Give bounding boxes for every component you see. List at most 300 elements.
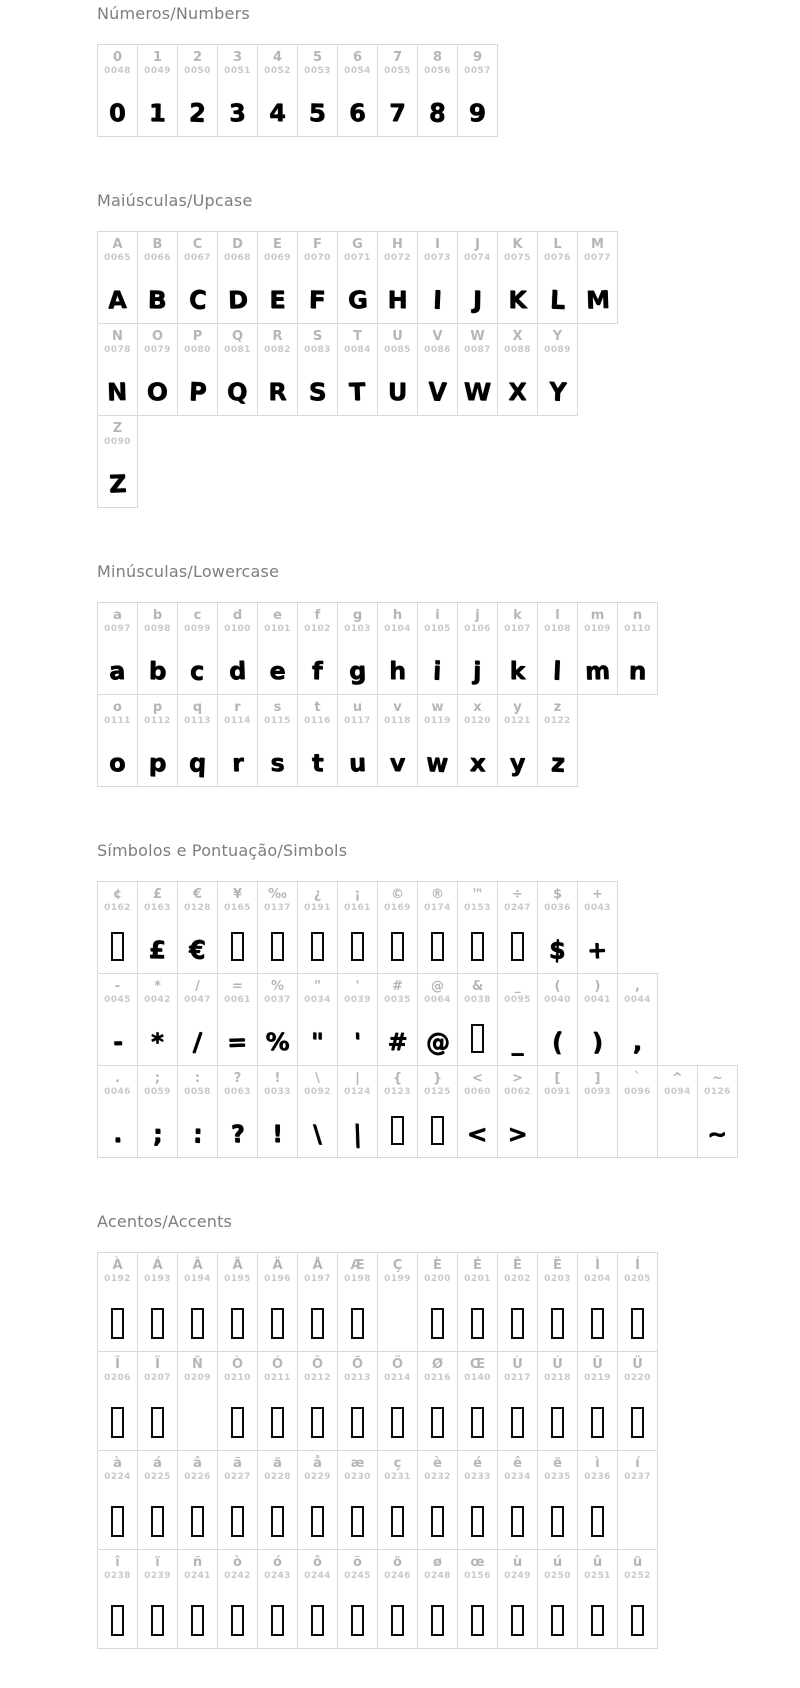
tofu-box-icon	[191, 1308, 204, 1339]
glyph-cell	[297, 1549, 338, 1649]
glyph-cell	[137, 602, 178, 695]
missing-glyph-box	[271, 1407, 284, 1440]
char-code: 0201	[464, 1274, 491, 1284]
reference-char: í	[635, 1456, 640, 1471]
missing-glyph-box	[311, 932, 324, 963]
glyph-cell	[297, 44, 338, 137]
reference-char: Z	[112, 421, 123, 436]
char-code: 0107	[504, 624, 531, 634]
char-code: 0227	[224, 1472, 251, 1482]
reference-char: Ç	[392, 1258, 403, 1273]
reference-char: a	[113, 608, 122, 623]
reference-char: à	[113, 1456, 122, 1471]
reference-char: ï	[155, 1555, 160, 1570]
tofu-box-icon	[151, 1506, 164, 1537]
font-glyph: M	[585, 285, 610, 315]
char-code: 0200	[424, 1274, 451, 1284]
font-glyph: c	[189, 656, 206, 686]
font-glyph: .	[112, 1119, 123, 1149]
reference-char: y	[513, 700, 522, 715]
char-code: 0076	[544, 253, 571, 263]
reference-char: ø	[433, 1555, 442, 1570]
reference-char: +	[592, 887, 603, 902]
char-code: 0043	[584, 903, 611, 913]
reference-char: ñ	[192, 1555, 203, 1570]
font-glyph: 0	[108, 98, 127, 128]
glyph-cell	[577, 231, 618, 324]
glyph-row	[97, 1065, 800, 1158]
reference-char: Ñ	[192, 1357, 203, 1372]
glyph-row	[97, 1351, 800, 1451]
glyph-cell	[377, 231, 418, 324]
char-code: 0128	[184, 903, 211, 913]
missing-glyph-box	[111, 1506, 124, 1539]
glyph-cell	[217, 323, 258, 416]
char-code: 0042	[144, 995, 171, 1005]
char-code: 0231	[384, 1472, 411, 1482]
reference-char: M	[591, 237, 604, 252]
char-code: 0248	[424, 1571, 451, 1581]
font-glyph: Y	[548, 376, 567, 408]
reference-char: '	[355, 979, 360, 994]
reference-char: ‰	[268, 887, 287, 902]
char-code: 0213	[344, 1373, 371, 1383]
reference-char: Ò	[231, 1357, 244, 1372]
glyph-cell	[457, 231, 498, 324]
tofu-box-icon	[511, 1407, 524, 1438]
reference-char: n	[632, 608, 643, 623]
char-code: 0082	[264, 345, 291, 355]
reference-char: )	[594, 979, 601, 994]
char-code: 0237	[624, 1472, 651, 1482]
char-code: 0099	[184, 624, 211, 634]
tofu-box-icon	[471, 932, 484, 961]
char-code: 0191	[304, 903, 331, 913]
font-glyph: J	[472, 285, 483, 315]
glyph-cell	[537, 1252, 578, 1352]
reference-char: Œ	[469, 1357, 486, 1372]
font-glyph: e	[269, 657, 286, 685]
reference-char: Ö	[391, 1357, 404, 1372]
missing-glyph-box	[311, 1605, 324, 1638]
char-code: 0241	[184, 1571, 211, 1581]
reference-char: ¡	[354, 887, 361, 902]
reference-char: Ì	[595, 1258, 600, 1273]
glyph-cell	[337, 881, 378, 974]
section-numeros-numbers	[97, 4, 800, 137]
reference-char: Ü	[632, 1357, 643, 1372]
missing-glyph-box	[511, 1605, 524, 1638]
char-code: 0103	[344, 624, 371, 634]
glyph-cell	[257, 602, 298, 695]
character-grid	[97, 1252, 800, 1649]
font-glyph: p	[148, 748, 167, 778]
glyph-cell	[457, 973, 498, 1066]
char-code: 0217	[504, 1373, 531, 1383]
font-glyph: L	[549, 284, 566, 316]
reference-char: ò	[233, 1555, 242, 1570]
char-code: 0249	[504, 1571, 531, 1581]
reference-char: 9	[472, 50, 483, 65]
reference-char: N	[112, 329, 123, 344]
glyph-cell	[577, 602, 618, 695]
reference-char: _	[514, 979, 521, 994]
reference-char: P	[192, 329, 203, 344]
glyph-cell	[177, 231, 218, 324]
char-code: 0233	[464, 1472, 491, 1482]
reference-char: ^	[672, 1071, 683, 1086]
glyph-cell	[137, 881, 178, 974]
glyph-cell	[97, 881, 138, 974]
glyph-cell	[257, 1450, 298, 1550]
font-glyph: m	[584, 656, 611, 686]
glyph-row	[97, 44, 800, 137]
missing-glyph-box	[511, 932, 524, 963]
char-code: 0104	[384, 624, 411, 634]
reference-char: ó	[273, 1555, 282, 1570]
missing-glyph-box	[111, 1407, 124, 1440]
glyph-cell	[177, 1450, 218, 1550]
tofu-box-icon	[271, 1308, 284, 1339]
glyph-cell	[177, 881, 218, 974]
char-code: 0250	[544, 1571, 571, 1581]
char-code: 0122	[544, 716, 571, 726]
char-code: 0156	[464, 1571, 491, 1581]
glyph-cell	[217, 1549, 258, 1649]
missing-glyph-box	[631, 1308, 644, 1341]
reference-char: d	[232, 608, 243, 623]
font-glyph: d	[228, 656, 247, 686]
char-code: 0120	[464, 716, 491, 726]
missing-glyph-box	[551, 1506, 564, 1539]
tofu-box-icon	[631, 1407, 644, 1438]
glyph-cell	[497, 1065, 538, 1158]
tofu-box-icon	[311, 1605, 324, 1636]
reference-char: L	[553, 237, 562, 252]
reference-char: ì	[595, 1456, 600, 1471]
missing-glyph-box	[111, 1605, 124, 1638]
glyph-cell	[337, 1065, 378, 1158]
font-glyph: F	[308, 285, 327, 315]
reference-char: ~	[712, 1071, 723, 1086]
reference-char: r	[234, 700, 241, 715]
glyph-cell	[337, 1351, 378, 1451]
char-code: 0124	[344, 1087, 371, 1097]
char-code: 0230	[344, 1472, 371, 1482]
missing-glyph-box	[431, 1407, 444, 1440]
char-code: 0114	[224, 716, 251, 726]
missing-glyph-box	[391, 1407, 404, 1440]
reference-char: v	[393, 700, 402, 715]
missing-glyph-box	[271, 932, 284, 963]
reference-char: =	[232, 979, 243, 994]
missing-glyph-box	[231, 1605, 244, 1638]
char-code: 0071	[344, 253, 371, 263]
glyph-cell	[497, 973, 538, 1066]
char-code: 0080	[184, 345, 211, 355]
reference-char: A	[112, 237, 123, 252]
glyph-cell	[97, 1065, 138, 1158]
font-glyph: K	[508, 286, 527, 314]
glyph-cell	[377, 1549, 418, 1649]
char-code: 0239	[144, 1571, 171, 1581]
reference-char: Ø	[431, 1357, 444, 1372]
char-code: 0105	[424, 624, 451, 634]
missing-glyph-box	[191, 1605, 204, 1638]
missing-glyph-box	[111, 932, 124, 963]
char-code: 0116	[304, 716, 331, 726]
glyph-cell	[217, 881, 258, 974]
char-code: 0044	[624, 995, 651, 1005]
glyph-cell	[337, 44, 378, 137]
font-glyph: h	[388, 657, 407, 685]
glyph-cell	[177, 323, 218, 416]
glyph-cell	[137, 231, 178, 324]
glyph-cell	[377, 44, 418, 137]
reference-char: Ô	[311, 1357, 324, 1372]
char-code: 0108	[544, 624, 571, 634]
font-glyph: P	[188, 376, 207, 408]
font-glyph: 4	[269, 99, 286, 127]
glyph-cell	[617, 1252, 658, 1352]
tofu-box-icon	[551, 1506, 564, 1537]
glyph-cell	[97, 323, 138, 416]
glyph-cell	[577, 1351, 618, 1451]
missing-glyph-box	[151, 1308, 164, 1341]
tofu-box-icon	[231, 932, 244, 961]
char-code: 0245	[344, 1571, 371, 1581]
glyph-cell	[417, 1549, 458, 1649]
reference-char: O	[151, 329, 164, 344]
section-title: Números/Numbers	[97, 4, 250, 23]
glyph-cell	[497, 602, 538, 695]
tofu-box-icon	[591, 1308, 604, 1339]
tofu-box-icon	[111, 1506, 124, 1537]
char-code: 0061	[224, 995, 251, 1005]
missing-glyph-box	[271, 1308, 284, 1341]
font-glyph: V	[427, 376, 448, 408]
reference-char: û	[592, 1555, 603, 1570]
char-code: 0218	[544, 1373, 571, 1383]
reference-char: c	[193, 608, 202, 623]
tofu-box-icon	[231, 1506, 244, 1537]
char-code: 0110	[624, 624, 651, 634]
char-code: 0234	[504, 1472, 531, 1482]
glyph-cell	[537, 1549, 578, 1649]
glyph-cell	[537, 881, 578, 974]
char-code: 0094	[664, 1087, 691, 1097]
reference-char: K	[512, 237, 523, 252]
missing-glyph-box	[591, 1506, 604, 1539]
glyph-cell	[97, 1549, 138, 1649]
glyph-cell	[457, 1549, 498, 1649]
glyph-cell	[417, 1065, 458, 1158]
reference-char: B	[152, 237, 163, 252]
char-code: 0085	[384, 345, 411, 355]
reference-char: È	[433, 1258, 442, 1273]
char-code: 0236	[584, 1472, 611, 1482]
glyph-cell	[617, 1549, 658, 1649]
reference-char: ™	[471, 887, 484, 902]
reference-char: %	[270, 979, 285, 994]
reference-char: t	[314, 700, 321, 715]
reference-char: #	[392, 979, 403, 994]
glyph-cell	[257, 881, 298, 974]
font-glyph: T	[348, 377, 367, 407]
char-code: 0121	[504, 716, 531, 726]
glyph-cell	[257, 694, 298, 787]
tofu-box-icon	[431, 932, 444, 961]
font-glyph: 6	[348, 98, 367, 128]
font-glyph: r	[231, 748, 244, 778]
char-code: 0137	[264, 903, 291, 913]
reference-char: â	[193, 1456, 202, 1471]
glyph-cell	[417, 973, 458, 1066]
reference-char: \	[315, 1071, 320, 1086]
glyph-cell	[177, 1252, 218, 1352]
glyph-cell	[297, 323, 338, 416]
missing-glyph-box	[231, 1506, 244, 1539]
font-glyph: !	[272, 1120, 283, 1148]
reference-char: [	[554, 1071, 561, 1086]
reference-char: |	[355, 1071, 360, 1086]
missing-glyph-box	[351, 1407, 364, 1440]
reference-char: }	[432, 1071, 443, 1086]
reference-char: !	[274, 1071, 281, 1086]
tofu-box-icon	[271, 1605, 284, 1636]
glyph-cell	[377, 1450, 418, 1550]
glyph-cell	[617, 973, 658, 1066]
glyph-cell	[137, 1450, 178, 1550]
reference-char: ®	[431, 887, 444, 902]
reference-char: >	[512, 1071, 523, 1086]
reference-char: À	[112, 1258, 123, 1273]
char-code: 0216	[424, 1373, 451, 1383]
missing-glyph-box	[231, 932, 244, 963]
glyph-cell	[257, 1351, 298, 1451]
font-glyph: 5	[308, 98, 327, 128]
glyph-cell	[417, 231, 458, 324]
glyph-cell	[257, 1549, 298, 1649]
font-glyph: s	[270, 749, 285, 777]
reference-char: Õ	[351, 1357, 364, 1372]
reference-char: g	[352, 608, 363, 623]
char-code: 0037	[264, 995, 291, 1005]
font-glyph: -	[112, 1027, 123, 1057]
reference-char: p	[152, 700, 163, 715]
char-code: 0039	[344, 995, 371, 1005]
reference-char: ù	[512, 1555, 523, 1570]
glyph-cell	[417, 1450, 458, 1550]
char-code: 0095	[504, 995, 531, 1005]
char-code: 0088	[504, 345, 531, 355]
reference-char: o	[113, 700, 122, 715]
char-code: 0067	[184, 253, 211, 263]
reference-char: õ	[353, 1555, 362, 1570]
reference-char: Ã	[232, 1258, 243, 1273]
char-code: 0198	[344, 1274, 371, 1284]
reference-char: J	[475, 237, 480, 252]
glyph-cell	[257, 44, 298, 137]
char-code: 0057	[464, 66, 491, 76]
char-code: 0035	[384, 995, 411, 1005]
font-glyph: 8	[428, 97, 447, 129]
tofu-box-icon	[351, 1506, 364, 1537]
reference-char: Æ	[350, 1258, 365, 1273]
char-code: 0041	[584, 995, 611, 1005]
char-code: 0162	[104, 903, 131, 913]
missing-glyph-box	[471, 1506, 484, 1539]
glyph-cell	[97, 415, 138, 508]
missing-glyph-box	[231, 1308, 244, 1341]
char-code: 0079	[144, 345, 171, 355]
font-glyph: S	[308, 377, 327, 407]
section-title: Minúsculas/Lowercase	[97, 562, 280, 581]
font-glyph: f	[311, 656, 324, 686]
font-glyph: |	[352, 1119, 363, 1149]
reference-char: è	[433, 1456, 442, 1471]
glyph-cell	[217, 694, 258, 787]
reference-char: Å	[312, 1258, 323, 1273]
glyph-cell	[497, 1351, 538, 1451]
missing-glyph-box	[391, 932, 404, 963]
glyph-cell	[97, 973, 138, 1066]
glyph-cell	[457, 1252, 498, 1352]
glyph-cell	[537, 973, 578, 1066]
char-code: 0243	[264, 1571, 291, 1581]
char-code: 0100	[224, 624, 251, 634]
font-glyph: k	[509, 657, 526, 685]
glyph-cell	[137, 1252, 178, 1352]
glyph-cell	[497, 1549, 538, 1649]
tofu-box-icon	[351, 1407, 364, 1438]
reference-char: 5	[312, 50, 323, 65]
font-glyph: H	[387, 286, 408, 314]
glyph-cell	[697, 1065, 738, 1158]
missing-glyph-box	[311, 1308, 324, 1341]
char-code: 0117	[344, 716, 371, 726]
missing-glyph-box	[591, 1407, 604, 1440]
char-code: 0214	[384, 1373, 411, 1383]
tofu-box-icon	[111, 1407, 124, 1438]
char-code: 0112	[144, 716, 171, 726]
reference-char: G	[352, 237, 363, 252]
glyph-cell	[577, 973, 618, 1066]
reference-char: ü	[632, 1555, 643, 1570]
glyph-cell	[577, 1549, 618, 1649]
char-code: 0081	[224, 345, 251, 355]
font-glyph: )	[591, 1027, 604, 1057]
glyph-cell	[417, 602, 458, 695]
missing-glyph-box	[351, 1605, 364, 1638]
reference-char: Í	[635, 1258, 640, 1273]
char-code: 0140	[464, 1373, 491, 1383]
font-glyph: a	[108, 656, 127, 686]
char-code: 0048	[104, 66, 131, 76]
missing-glyph-box	[591, 1605, 604, 1638]
reference-char: ©	[391, 887, 404, 902]
glyph-row	[97, 1549, 800, 1649]
missing-glyph-box	[591, 1308, 604, 1341]
reference-char: Á	[152, 1258, 163, 1273]
glyph-cell	[97, 1351, 138, 1451]
reference-char: u	[352, 700, 363, 715]
font-glyph: '	[353, 1027, 362, 1057]
reference-char: (	[554, 979, 561, 994]
font-glyph: D	[227, 285, 248, 315]
char-code: 0224	[104, 1472, 131, 1482]
char-code: 0102	[304, 624, 331, 634]
